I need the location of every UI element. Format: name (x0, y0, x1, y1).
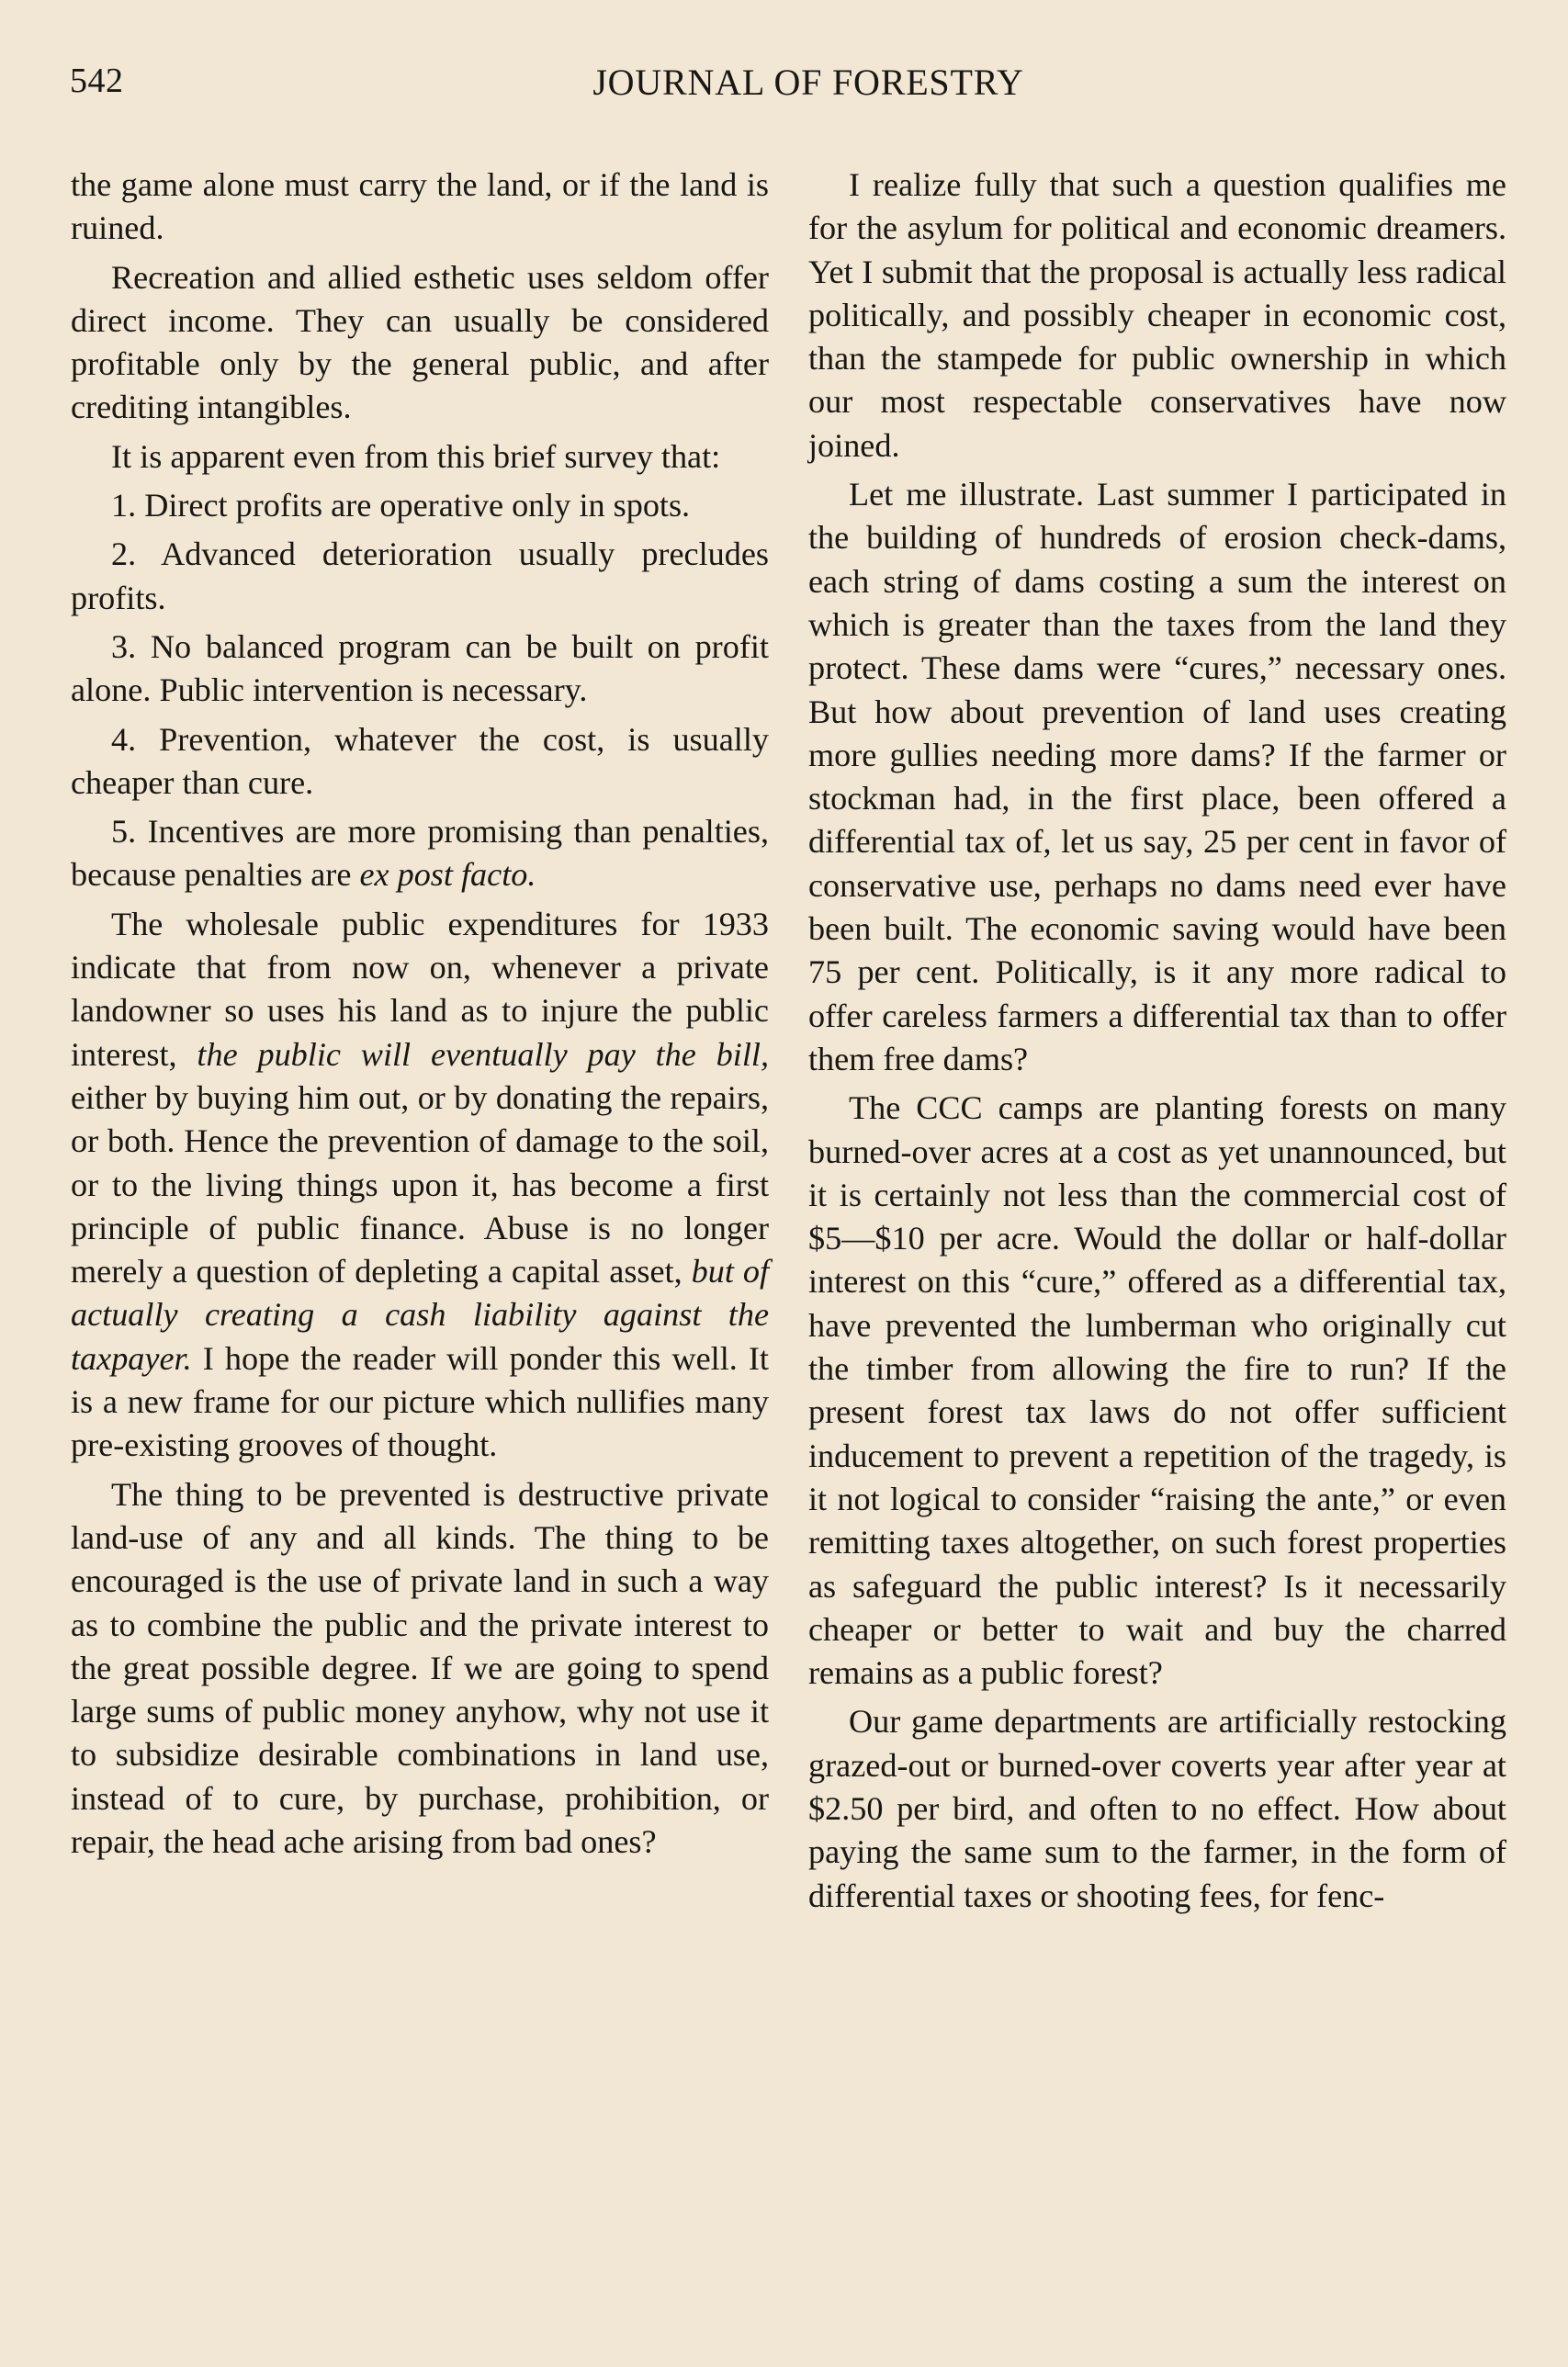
paragraph: the game alone must carry the land, or if the land is ruined. (71, 166, 769, 247)
text-run: 5. Incentives are more promising than penalties, because penalties are (71, 813, 769, 894)
list-item (71, 810, 769, 897)
paragraph: I realize fully that such a question qualifies me for the asylum for political and economic dreamers. Yet I submit that the proposal is actually less radical politically, and possibly cheaper in economic cost, than the stampede for public ownership in which our most respectable conservatives have now joined. (808, 166, 1506, 464)
page-number: 542 (70, 62, 124, 100)
paragraph: Recreation and allied esthetic uses seldom offer direct income. They can usually be considered profitable only by the general public, and after crediting intangibles. (71, 258, 769, 426)
paragraph (71, 903, 769, 1468)
left-column (71, 163, 769, 1869)
italic-text: but of actually creating a cash liability against the taxpayer. (71, 1253, 770, 1377)
italic-text: ex post facto. (359, 856, 536, 894)
text-run: I hope the reader will ponder this well. It is a new frame for our picture which nullifies many pre-existing grooves of thought. (71, 1339, 769, 1464)
paragraph: Our game departments are artificially restocking grazed-out or burned-over coverts year after year at $2.50 per bird, and often to no effect. How about paying the same sum to the farmer, in the form of differential taxes or shooting fees, for fenc- (808, 1703, 1506, 1914)
italic-text: the public will eventually pay the bill, (197, 1035, 769, 1073)
paragraph: Let me illustrate. Last summer I participated in the building of hundreds of erosion check-dams, each string of dams costing a sum the interest on which is greater than the taxes from the land they protect. These dams were “cures,” necessary ones. But how about prevention of land uses creating more gullies needing more dams? If the farmer or stockman had, in the first place, been offered a differential tax of, let us say, 25 per cent in favor of conservative use, perhaps no dams need ever have been built. The economic saving would have been 75 per cent. Politically, is it any more radical to offer careless farmers a differential tax than to offer them free dams? (808, 476, 1506, 1077)
journal-title: JOURNAL OF FORESTRY (592, 62, 1024, 103)
list-item: 1. Direct profits are operative only in spots. (111, 487, 691, 524)
paragraph: It is apparent even from this brief survey that: (111, 437, 721, 475)
text-run: either by buying him out, or by donating the repairs, or both. Hence the prevention of damage to the soil, or to the living things upon it, has become a first principle of public finance. Abuse is no longer merely a question of depleting a capital asset, (71, 1078, 769, 1291)
list-item: 4. Prevention, whatever the cost, is usually cheaper than cure. (71, 720, 769, 801)
list-item: 2. Advanced deterioration usually precludes profits. (71, 535, 769, 616)
paragraph: The CCC camps are planting forests on many burned-over acres at a cost as yet unannounced, but it is certainly not less than the commercial cost of $5—$10 per acre. Would the dollar or half-dollar interest on this “cure,” offered as a differential tax, have prevented the lumberman who originally cut the timber from allowing the fire to run? If the present forest tax laws do not offer sufficient inducement to prevent a repetition of the tragedy, is it not logical to consider “raising the ante,” or even remitting taxes altogether, on such forest properties as safeguard the public interest? Is it necessarily cheaper or better to wait and buy the charred remains as a public forest? (808, 1089, 1506, 1692)
list-item: 3. No balanced program can be built on profit alone. Public intervention is necessary. (71, 627, 769, 709)
paragraph: The thing to be prevented is destructive private land-use of any and all kinds. The thing to be encouraged is the use of private land in such a way as to combine the public and the private interest to the great possible degree. If we are going to spend large sums of public money anyhow, why not use it to subsidize desirable combinations in land use, instead of to cure, by purchase, prohibition, or repair, the head ache arising from bad ones? (71, 1475, 769, 1860)
text-run: The wholesale public expenditures for 1933 indicate that from now on, whenever a private landowner so uses his land as to injure the public interest, (71, 905, 769, 1073)
right-column (808, 163, 1506, 1923)
